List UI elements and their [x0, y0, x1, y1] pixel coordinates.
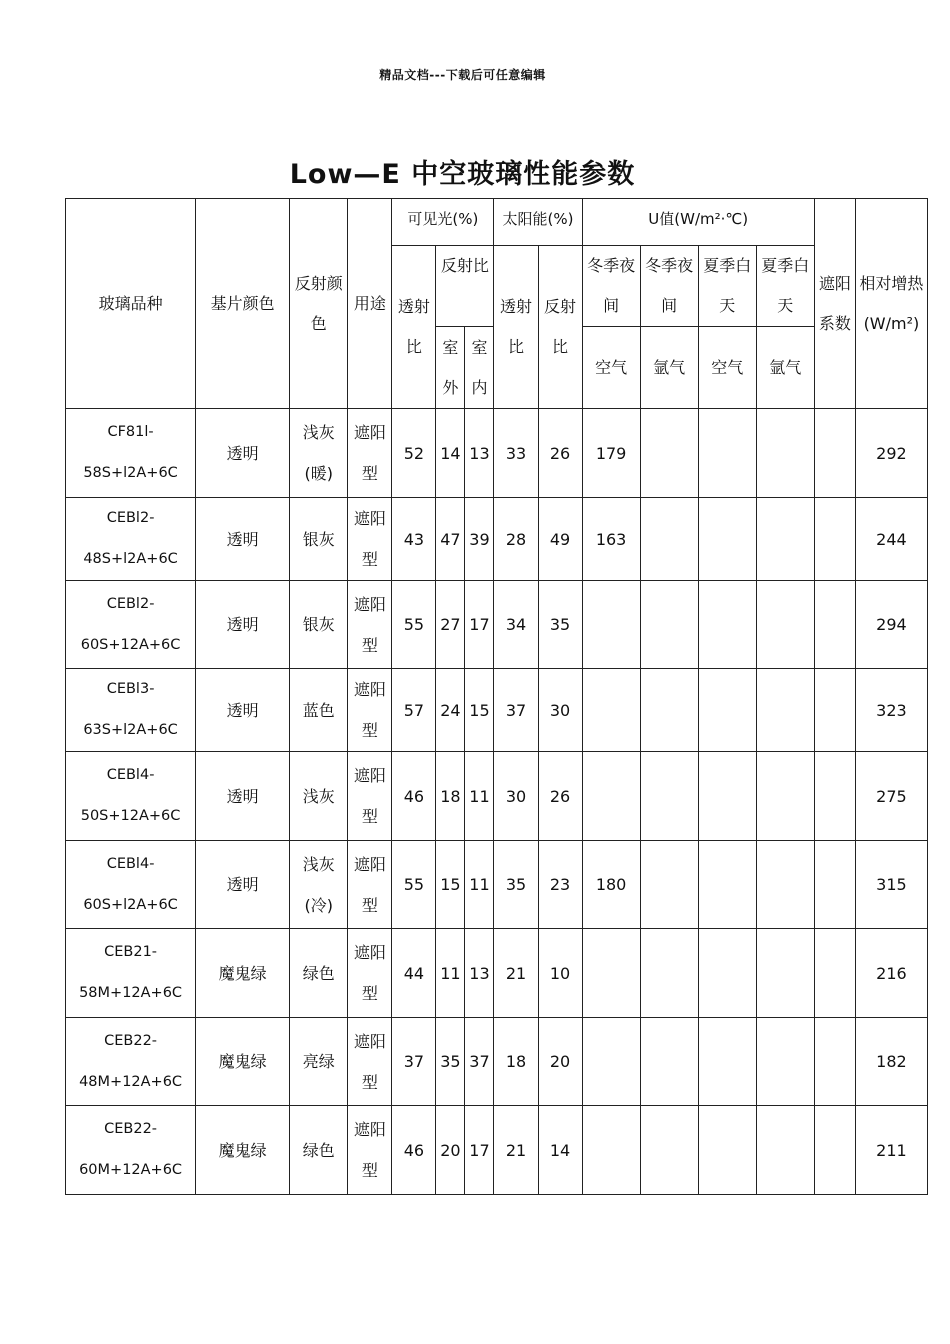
cell-usage: 遮阳型: [348, 1106, 392, 1195]
cell-reflect-indoor: 37: [465, 1018, 494, 1106]
cell-reflect-indoor: 17: [465, 1106, 494, 1195]
cell-solar-transmit: 34: [494, 581, 538, 669]
header-summer-day-argon: 夏季白天: [756, 246, 814, 327]
header-indoor: 室内: [465, 327, 494, 409]
header-solar: 太阳能(%): [494, 199, 582, 246]
cell-reflect-color: 银灰: [290, 498, 348, 581]
cell-reflect-indoor: 13: [465, 929, 494, 1018]
cell-reflect-indoor: 17: [465, 581, 494, 669]
cell-relative-heat-gain: 294: [855, 581, 927, 669]
glass-performance-table: [65, 198, 928, 1195]
header-winter-night-argon: 冬季夜间: [640, 246, 698, 327]
cell-solar-transmit: 30: [494, 752, 538, 841]
cell-base-color: 透明: [196, 409, 290, 498]
cell-shading-coefficient: [814, 841, 855, 929]
cell-u-summer-argon: [756, 669, 814, 752]
header-relative-heat-gain-unit: (W/m²): [863, 313, 920, 333]
cell-u-winter-argon: [640, 498, 698, 581]
cell-solar-reflect: 26: [538, 409, 582, 498]
cell-u-summer-air: [698, 498, 756, 581]
cell-relative-heat-gain: 244: [855, 498, 927, 581]
cell-usage: 遮阳型: [348, 409, 392, 498]
cell-base-color: 透明: [196, 581, 290, 669]
cell-usage: 遮阳型: [348, 929, 392, 1018]
table-row: [66, 669, 928, 752]
cell-relative-heat-gain: 182: [855, 1018, 927, 1106]
cell-u-summer-air: [698, 1018, 756, 1106]
cell-reflect-color: 浅灰: [290, 752, 348, 841]
cell-solar-transmit: 28: [494, 498, 538, 581]
cell-visible-transmit: 55: [392, 841, 436, 929]
cell-base-color: 魔鬼绿: [196, 1018, 290, 1106]
cell-model: CEBl3-63S+l2A+6C: [66, 669, 196, 752]
cell-solar-reflect: 10: [538, 929, 582, 1018]
cell-usage: 遮阳型: [348, 1018, 392, 1106]
cell-u-summer-argon: [756, 498, 814, 581]
header-visible-transmit: 透射比: [392, 246, 436, 409]
cell-reflect-indoor: 11: [465, 841, 494, 929]
cell-u-winter-argon: [640, 752, 698, 841]
cell-u-summer-argon: [756, 1018, 814, 1106]
table-body: [66, 409, 928, 1195]
header-visible-reflect: 反射比: [436, 246, 494, 327]
cell-u-summer-air: [698, 581, 756, 669]
cell-reflect-color: 绿色: [290, 929, 348, 1018]
cell-solar-transmit: 21: [494, 1106, 538, 1195]
header-solar-reflect: 反射比: [538, 246, 582, 409]
cell-u-winter-argon: [640, 409, 698, 498]
header-argon-2: 氩气: [756, 327, 814, 409]
cell-base-color: 透明: [196, 669, 290, 752]
cell-relative-heat-gain: 275: [855, 752, 927, 841]
cell-u-winter-air: 163: [582, 498, 640, 581]
cell-base-color: 透明: [196, 498, 290, 581]
cell-reflect-outdoor: 47: [436, 498, 465, 581]
cell-model: CEB21-58M+12A+6C: [66, 929, 196, 1018]
cell-relative-heat-gain: 216: [855, 929, 927, 1018]
cell-reflect-outdoor: 18: [436, 752, 465, 841]
cell-u-summer-air: [698, 1106, 756, 1195]
cell-u-winter-air: [582, 581, 640, 669]
cell-reflect-outdoor: 24: [436, 669, 465, 752]
cell-reflect-outdoor: 35: [436, 1018, 465, 1106]
cell-shading-coefficient: [814, 409, 855, 498]
cell-shading-coefficient: [814, 669, 855, 752]
cell-solar-reflect: 14: [538, 1106, 582, 1195]
cell-reflect-indoor: 11: [465, 752, 494, 841]
cell-u-winter-argon: [640, 1018, 698, 1106]
header-winter-night-air: 冬季夜间: [582, 246, 640, 327]
header-shading-coefficient: 遮阳系数: [814, 199, 855, 409]
cell-reflect-outdoor: 27: [436, 581, 465, 669]
table-row: [66, 498, 928, 581]
cell-usage: 遮阳型: [348, 581, 392, 669]
cell-visible-transmit: 46: [392, 1106, 436, 1195]
cell-visible-transmit: 52: [392, 409, 436, 498]
cell-solar-transmit: 37: [494, 669, 538, 752]
header-solar-transmit: 透射比: [494, 246, 538, 409]
cell-shading-coefficient: [814, 1106, 855, 1195]
cell-reflect-color: 亮绿: [290, 1018, 348, 1106]
cell-shading-coefficient: [814, 581, 855, 669]
cell-u-summer-argon: [756, 581, 814, 669]
cell-relative-heat-gain: 211: [855, 1106, 927, 1195]
cell-reflect-outdoor: 11: [436, 929, 465, 1018]
cell-u-summer-air: [698, 752, 756, 841]
cell-u-winter-air: [582, 669, 640, 752]
cell-u-summer-argon: [756, 841, 814, 929]
header-air-1: 空气: [582, 327, 640, 409]
cell-u-summer-air: [698, 409, 756, 498]
cell-reflect-indoor: 13: [465, 409, 494, 498]
cell-usage: 遮阳型: [348, 752, 392, 841]
header-usage: 用途: [348, 199, 392, 409]
header-relative-heat-gain-label: 相对增热: [859, 273, 924, 293]
cell-shading-coefficient: [814, 498, 855, 581]
cell-base-color: 魔鬼绿: [196, 1106, 290, 1195]
table-row: [66, 581, 928, 669]
cell-solar-transmit: 18: [494, 1018, 538, 1106]
header-glass-type: 玻璃品种: [66, 199, 196, 409]
cell-model: CEB22-48M+12A+6C: [66, 1018, 196, 1106]
header-air-2: 空气: [698, 327, 756, 409]
cell-reflect-outdoor: 20: [436, 1106, 465, 1195]
cell-reflect-color: 浅灰(冷): [290, 841, 348, 929]
cell-reflect-indoor: 39: [465, 498, 494, 581]
cell-reflect-color: 绿色: [290, 1106, 348, 1195]
cell-reflect-color: 蓝色: [290, 669, 348, 752]
document-title: Low—E 中空玻璃性能参数: [289, 159, 636, 190]
cell-reflect-indoor: 15: [465, 669, 494, 752]
cell-u-winter-argon: [640, 581, 698, 669]
cell-u-summer-argon: [756, 929, 814, 1018]
cell-model: CEBl4-50S+12A+6C: [66, 752, 196, 841]
table-row: [66, 409, 928, 498]
cell-base-color: 透明: [196, 841, 290, 929]
cell-visible-transmit: 57: [392, 669, 436, 752]
header-outdoor: 室外: [436, 327, 465, 409]
header-summer-day-air: 夏季白天: [698, 246, 756, 327]
cell-shading-coefficient: [814, 1018, 855, 1106]
cell-shading-coefficient: [814, 929, 855, 1018]
cell-u-summer-argon: [756, 409, 814, 498]
cell-reflect-outdoor: 15: [436, 841, 465, 929]
cell-model: CEB22-60M+12A+6C: [66, 1106, 196, 1195]
cell-usage: 遮阳型: [348, 669, 392, 752]
cell-reflect-color: 银灰: [290, 581, 348, 669]
cell-u-winter-argon: [640, 841, 698, 929]
cell-solar-reflect: 26: [538, 752, 582, 841]
cell-base-color: 透明: [196, 752, 290, 841]
header-argon-1: 氩气: [640, 327, 698, 409]
cell-u-summer-air: [698, 669, 756, 752]
header-visible-light: 可见光(%): [392, 199, 494, 246]
cell-u-winter-air: 179: [582, 409, 640, 498]
cell-usage: 遮阳型: [348, 841, 392, 929]
table-row: [66, 1018, 928, 1106]
header-base-color: 基片颜色: [196, 199, 290, 409]
cell-model: CEBl2-60S+12A+6C: [66, 581, 196, 669]
cell-u-summer-air: [698, 841, 756, 929]
cell-u-winter-air: [582, 1106, 640, 1195]
cell-u-winter-argon: [640, 929, 698, 1018]
cell-relative-heat-gain: 292: [855, 409, 927, 498]
cell-solar-transmit: 21: [494, 929, 538, 1018]
cell-u-winter-air: [582, 929, 640, 1018]
cell-reflect-outdoor: 14: [436, 409, 465, 498]
cell-model: CEBl4-60S+l2A+6C: [66, 841, 196, 929]
cell-u-winter-argon: [640, 1106, 698, 1195]
cell-solar-reflect: 30: [538, 669, 582, 752]
cell-visible-transmit: 46: [392, 752, 436, 841]
cell-visible-transmit: 44: [392, 929, 436, 1018]
cell-u-summer-argon: [756, 752, 814, 841]
cell-relative-heat-gain: 323: [855, 669, 927, 752]
cell-base-color: 魔鬼绿: [196, 929, 290, 1018]
cell-solar-transmit: 35: [494, 841, 538, 929]
cell-model: CEBl2-48S+l2A+6C: [66, 498, 196, 581]
header-reflect-color: 反射颜色: [290, 199, 348, 409]
cell-solar-reflect: 23: [538, 841, 582, 929]
header-relative-heat-gain: [855, 199, 927, 409]
cell-solar-reflect: 35: [538, 581, 582, 669]
cell-reflect-color: 浅灰(暖): [290, 409, 348, 498]
cell-visible-transmit: 55: [392, 581, 436, 669]
cell-u-summer-argon: [756, 1106, 814, 1195]
cell-u-winter-air: [582, 1018, 640, 1106]
cell-relative-heat-gain: 315: [855, 841, 927, 929]
cell-u-winter-argon: [640, 669, 698, 752]
cell-visible-transmit: 43: [392, 498, 436, 581]
cell-solar-reflect: 20: [538, 1018, 582, 1106]
cell-u-winter-air: 180: [582, 841, 640, 929]
header-u-value: U值(W/m²·℃): [582, 199, 814, 246]
cell-solar-transmit: 33: [494, 409, 538, 498]
cell-u-summer-air: [698, 929, 756, 1018]
cell-model: CF81l-58S+l2A+6C: [66, 409, 196, 498]
page-header-note: 精品文档---下载后可任意编辑: [379, 68, 546, 82]
table-row: [66, 929, 928, 1018]
cell-shading-coefficient: [814, 752, 855, 841]
table-row: [66, 841, 928, 929]
cell-solar-reflect: 49: [538, 498, 582, 581]
table-row: [66, 1106, 928, 1195]
table-row: [66, 752, 928, 841]
cell-usage: 遮阳型: [348, 498, 392, 581]
cell-u-winter-air: [582, 752, 640, 841]
cell-visible-transmit: 37: [392, 1018, 436, 1106]
